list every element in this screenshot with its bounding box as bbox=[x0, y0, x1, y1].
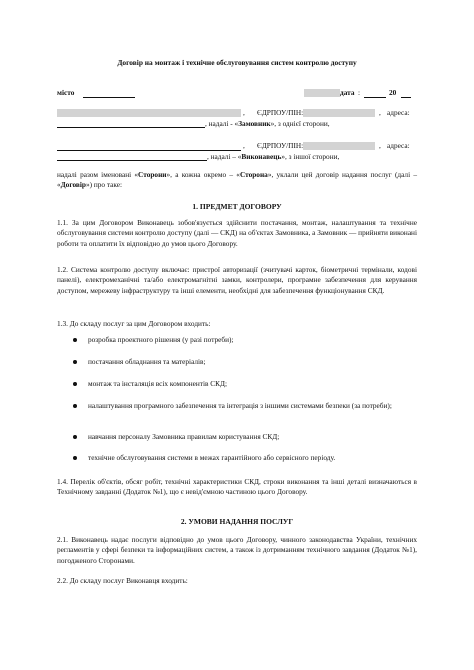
document-page: Договір на монтаж і технічне обслуговування систем контролю доступу місто дата : 20 , ЄДРПОУ/ПІН: , адреса: , надалі - «Замовник», з однієї сторони, , ЄДРПОУ/ПІН: , адреса: , надалі – «Виконавець», з іншої сторони, надалі разом іменовані «Сторони», а кожна окремо – «Сторона», уклали цей договір надання послуг (далі – «Договір») про таке: 1. ПРЕДМЕТ ДОГОВОРУ 1.1. За цим Договором Виконавець зобов'язується здійснити постачання, монтаж, налаштування та технічне обслуговування системи контролю доступу (далі — СКД) на об'єктах Замовника, а Замовник — прийняти виконані роботи та оплатити їх відповідно до умов цього Договору. 1.2. Система контролю доступу включає: пристрої авторизації (зчитувачі карток, біометричні термінали, кодові панелі), електромеханічні та/або електромагнітні замки, контролери, програмне забезпечення для керування доступом, мережеву інфраструктуру та інші елементи, необхідні для забезпечення функціонування СКД. 1.3. До складу послуг за цим Договором входить: розробка проектного рішення (у разі потреби); постачання обладнання та матеріалів; монтаж та інсталяція всіх компонентів СКД; налаштування програмного забезпечення та інтеграція з іншими системами безпеки (за потреби); навчання персоналу Замовника правилам користування СКД; технічне обслуговування системи в межах гарантійного або сервісного періоду. 1.4. Перелік об'єктів, обсяг робіт, технічні характеристики СКД, строки виконання та інші деталі визначаються в Технічному завданні (Додаток №1), що є невід'ємною частиною цього Договору. 2. УМОВИ НАДАННЯ ПОСЛУГ 2.1. Виконавець надає послуги відповідно до умов цього Договору, чинного законодавства України, технічних регламентів у сфері безпеки та інформаційних систем, а також із дотриманням технічного завдання (Додаток №1), погодженого Сторонами. 2.2. До складу послуг Виконавця входить: bbox=[0, 0, 474, 670]
contractor-suffix: , надалі – «Виконавець», з іншої сторони, bbox=[207, 152, 340, 161]
bullet-icon bbox=[73, 382, 77, 386]
list-item: постачання обладнання та матеріалів; bbox=[88, 357, 206, 366]
date-day-field[interactable] bbox=[304, 89, 340, 97]
bullet-icon bbox=[73, 456, 77, 460]
bullet-icon bbox=[73, 338, 77, 342]
page-title: Договір на монтаж і технічне обслуговування систем контролю доступу bbox=[117, 58, 357, 67]
contractor-address-blank[interactable] bbox=[57, 160, 207, 161]
paragraph-1-4: 1.4. Перелік об'єктів, обсяг робіт, технічні характеристики СКД, строки виконання та інші деталі визначаються в Технічному завданні (Додаток №1), що є невід'ємною частиною цього Договору. bbox=[57, 477, 417, 497]
list-item: навчання персоналу Замовника правилам користування СКД; bbox=[88, 432, 280, 441]
intro-paragraph: надалі разом іменовані «Сторони», а кожна окремо – «Сторона», уклали цей договір надання послуг (далі – «Договір») про таке: bbox=[57, 170, 417, 190]
customer-edrpou-label: ЄДРПОУ/ПІН: bbox=[257, 108, 304, 117]
bullet-icon bbox=[73, 404, 77, 408]
section-1-heading: 1. ПРЕДМЕТ ДОГОВОРУ bbox=[192, 202, 282, 211]
contractor-name-blank[interactable] bbox=[57, 150, 241, 151]
list-item: монтаж та інсталяція всіх компонентів СКД; bbox=[88, 379, 228, 388]
city-blank[interactable] bbox=[83, 97, 135, 98]
list-item: технічне обслуговування системи в межах гарантійного або сервісного періоду. bbox=[88, 453, 336, 462]
date-label: дата bbox=[340, 88, 355, 97]
date-year-blank[interactable] bbox=[401, 97, 411, 98]
city-label: місто bbox=[57, 88, 75, 97]
date-month-blank[interactable] bbox=[364, 97, 386, 98]
customer-suffix: , надалі - «Замовник», з однієї сторони, bbox=[205, 119, 330, 128]
customer-name-field[interactable] bbox=[57, 109, 241, 117]
contractor-edrpou-label: ЄДРПОУ/ПІН: bbox=[257, 141, 304, 150]
customer-edrpou-field[interactable] bbox=[303, 109, 375, 117]
customer-address-blank[interactable] bbox=[57, 127, 205, 128]
bullet-icon bbox=[73, 360, 77, 364]
list-item: налаштування програмного забезпечення та інтеграція з іншими системами безпеки (за потреби); bbox=[88, 401, 392, 410]
customer-address-label: адреса: bbox=[387, 108, 410, 117]
contractor-address-label: адреса: bbox=[387, 141, 410, 150]
paragraph-1-1: 1.1. За цим Договором Виконавець зобов'язується здійснити постачання, монтаж, налаштування та технічне обслуговування системи контролю доступу (далі — СКД) на об'єктах Замовника, а Замовник — прийняти виконані роботи та оплатити їх відповідно до умов цього Договору. bbox=[57, 218, 417, 248]
paragraph-2-2: 2.2. До складу послуг Виконавця входить: bbox=[57, 576, 188, 585]
bullet-icon bbox=[73, 435, 77, 439]
paragraph-1-3: 1.3. До складу послуг за цим Договором входить: bbox=[57, 319, 211, 328]
date-year: 20 bbox=[389, 88, 397, 97]
paragraph-2-1: 2.1. Виконавець надає послуги відповідно до умов цього Договору, чинного законодавства України, технічних регламентів у сфері безпеки та інформаційних систем, а також із дотриманням технічного завдання (Додаток №1), погодженого Сторонами. bbox=[57, 535, 417, 565]
contractor-edrpou-field[interactable] bbox=[303, 142, 375, 150]
paragraph-1-2: 1.2. Система контролю доступу включає: пристрої авторизації (зчитувачі карток, біометричні термінали, кодові панелі), електромеханічні та/або електромагнітні замки, контролери, програмне забезпечення для керування доступом, мережеву інфраструктуру та інші елементи, необхідні для забезпечення функціонування СКД. bbox=[57, 265, 417, 295]
section-2-heading: 2. УМОВИ НАДАННЯ ПОСЛУГ bbox=[180, 517, 294, 526]
list-item: розробка проектного рішення (у разі потреби); bbox=[88, 335, 234, 344]
